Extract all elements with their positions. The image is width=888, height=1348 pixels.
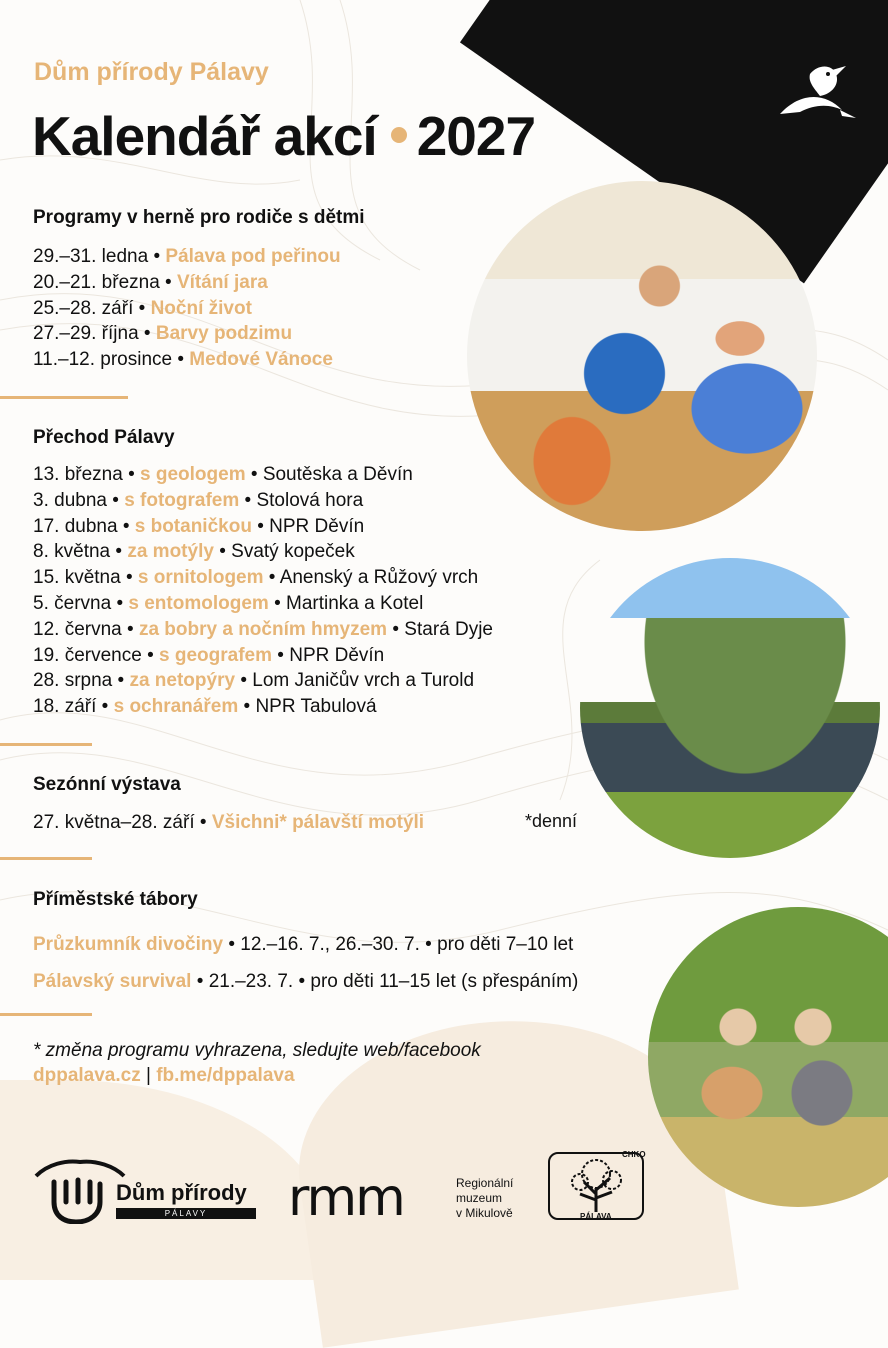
event-guide: s geografem [159,644,272,666]
event-date: 13. března [33,464,123,485]
bullet: • [219,541,226,563]
event-date: 8. května [33,541,111,563]
event-name: Pálava pod peřinou [165,246,341,267]
list-item [33,296,341,322]
event-guide: za bobry a nočním hmyzem [138,618,388,640]
list-item [33,926,578,963]
bullet: • [101,696,109,718]
bullet: • [117,670,125,692]
section-title-tabory: Příměstské tábory [33,889,198,910]
web-link[interactable]: dppalava.cz [33,1065,141,1086]
event-place: Stará Dyje [404,618,493,640]
vystava-row [33,810,424,836]
facebook-link[interactable]: fb.me/dppalava [156,1065,295,1086]
eyebrow-title: Dům přírody Pálavy [34,58,269,86]
camp-name: Průzkumník divočiny [33,934,224,955]
event-place: NPR Děvín [269,515,365,537]
chko-logo [548,1152,644,1220]
list-item [33,668,493,694]
title-part-1: Kalendář akcí [32,105,377,167]
list-item [33,643,493,669]
bullet: • [125,567,133,589]
event-name: Všichni* pálavští motýli [211,812,425,833]
bullet: • [392,618,400,640]
list-item [33,514,493,540]
list-item [33,347,341,373]
bullet: • [250,464,258,485]
bullet: • [277,644,284,666]
bullet: • [257,515,264,537]
list-item [33,244,341,270]
event-guide: s ornitologem [137,567,264,589]
dum-prirody-logo-bar: PÁLAVY [116,1208,256,1219]
page-title [32,104,535,168]
rmm-caption-line: muzeum [456,1191,503,1205]
dum-prirody-logo-text: Dům přírody [116,1180,247,1205]
bullet: • [127,618,134,640]
event-guide: s ochranářem [113,696,239,718]
event-place: Stolová hora [256,489,364,511]
divider [0,743,92,746]
title-part-2: 2027 [416,105,536,167]
event-guide: s botaničkou [134,515,252,537]
event-date: 27. května–28. září [33,812,195,833]
event-guide: s geologem [140,464,246,485]
bullet: • [165,271,172,293]
photo-hikers-pavlov-hills [580,558,880,858]
photo-children-drawing [467,181,817,531]
bullet: • [243,696,251,718]
bullet: • [196,971,204,992]
tabory-list [33,926,578,1000]
rmm-caption-line: Regionální [456,1176,514,1190]
event-place: NPR Tabulová [255,696,377,718]
list-item [33,617,493,643]
link-separator: | [146,1065,151,1086]
section-title-prechod: Přechod Pálavy [33,427,175,448]
event-name: Noční život [150,297,252,319]
section-title-vystava: Sezónní výstava [33,774,181,795]
event-name: Vítání jara [176,271,268,293]
tree-icon [550,1154,642,1218]
event-guide: s fotografem [124,489,240,511]
event-date: 3. dubna [33,489,107,511]
rmm-caption [456,1176,513,1221]
bullet: • [115,541,123,563]
event-place: Lom Janičův vrch a Turold [252,670,475,692]
event-date: 17. dubna [33,515,118,537]
event-name: Barvy podzimu [155,323,293,345]
herna-list [33,244,341,373]
bullet: • [128,464,135,485]
title-dot [391,127,407,143]
rmm-caption-line: v Mikulově [456,1206,513,1220]
list-item [33,565,493,591]
bullet: • [143,323,151,345]
list-item [33,810,424,836]
bullet: • [177,349,185,371]
bullet: • [244,489,252,511]
event-date: 29.–31. ledna [33,246,149,267]
section-title-herna: Programy v herně pro rodiče s dětmi [33,207,365,228]
list-item [33,321,341,347]
bullet: • [122,515,130,537]
bullet: • [268,567,276,589]
camp-details: 12.–16. 7., 26.–30. 7. • pro děti 7–10 let [240,934,574,955]
event-date: 27.–29. října [33,323,139,345]
bullet: • [116,592,124,614]
bullet: • [138,297,146,319]
divider [0,857,92,860]
list-item [33,488,493,514]
divider [0,1013,92,1016]
event-name: Medové Vánoce [189,349,333,371]
event-guide: s entomologem [128,592,269,614]
bullet: • [240,670,247,692]
bird-logo-icon [770,52,860,132]
event-place: Soutěska a Děvín [262,464,413,485]
camp-name: Pálavský survival [33,971,192,992]
rmm-logo: rmm [288,1168,404,1228]
event-date: 18. září [33,696,97,718]
bullet: • [112,489,119,511]
event-place: Anenský a Růžový vrch [279,567,479,589]
event-date: 20.–21. března [33,271,160,293]
list-item [33,694,493,720]
chko-palava-label: PÁLAVA [580,1212,612,1221]
disclaimer-note: * změna programu vyhrazena, sledujte web/facebook [33,1040,481,1061]
bullet: • [199,812,207,833]
event-guide: za motýly [127,541,214,563]
event-date: 11.–12. prosince [33,349,173,371]
event-place: Martinka a Kotel [286,592,424,614]
event-date: 25.–28. září [33,297,134,319]
list-item [33,591,493,617]
footnote: *denní [525,811,578,831]
prechod-list [33,462,493,720]
bullet: • [274,592,281,614]
event-date: 19. července [33,644,142,666]
bullet: • [147,644,154,666]
list-item [33,963,578,1000]
event-date: 28. srpna [33,670,113,692]
chko-label: CHKO [622,1150,646,1159]
event-guide: za netopýry [129,670,236,692]
list-item [33,539,493,565]
list-item [33,462,493,488]
event-date: 15. května [33,567,121,589]
bullet: • [153,246,161,267]
bullet: • [228,934,235,955]
footer-links [33,1065,295,1087]
event-place: NPR Děvín [289,644,385,666]
camp-details: 21.–23. 7. • pro děti 11–15 let (s přespáním) [208,971,579,992]
event-date: 5. června [33,592,112,614]
event-date: 12. června [33,618,122,640]
list-item [33,270,341,296]
divider [0,396,128,399]
event-place: Svatý kopeček [231,541,355,563]
